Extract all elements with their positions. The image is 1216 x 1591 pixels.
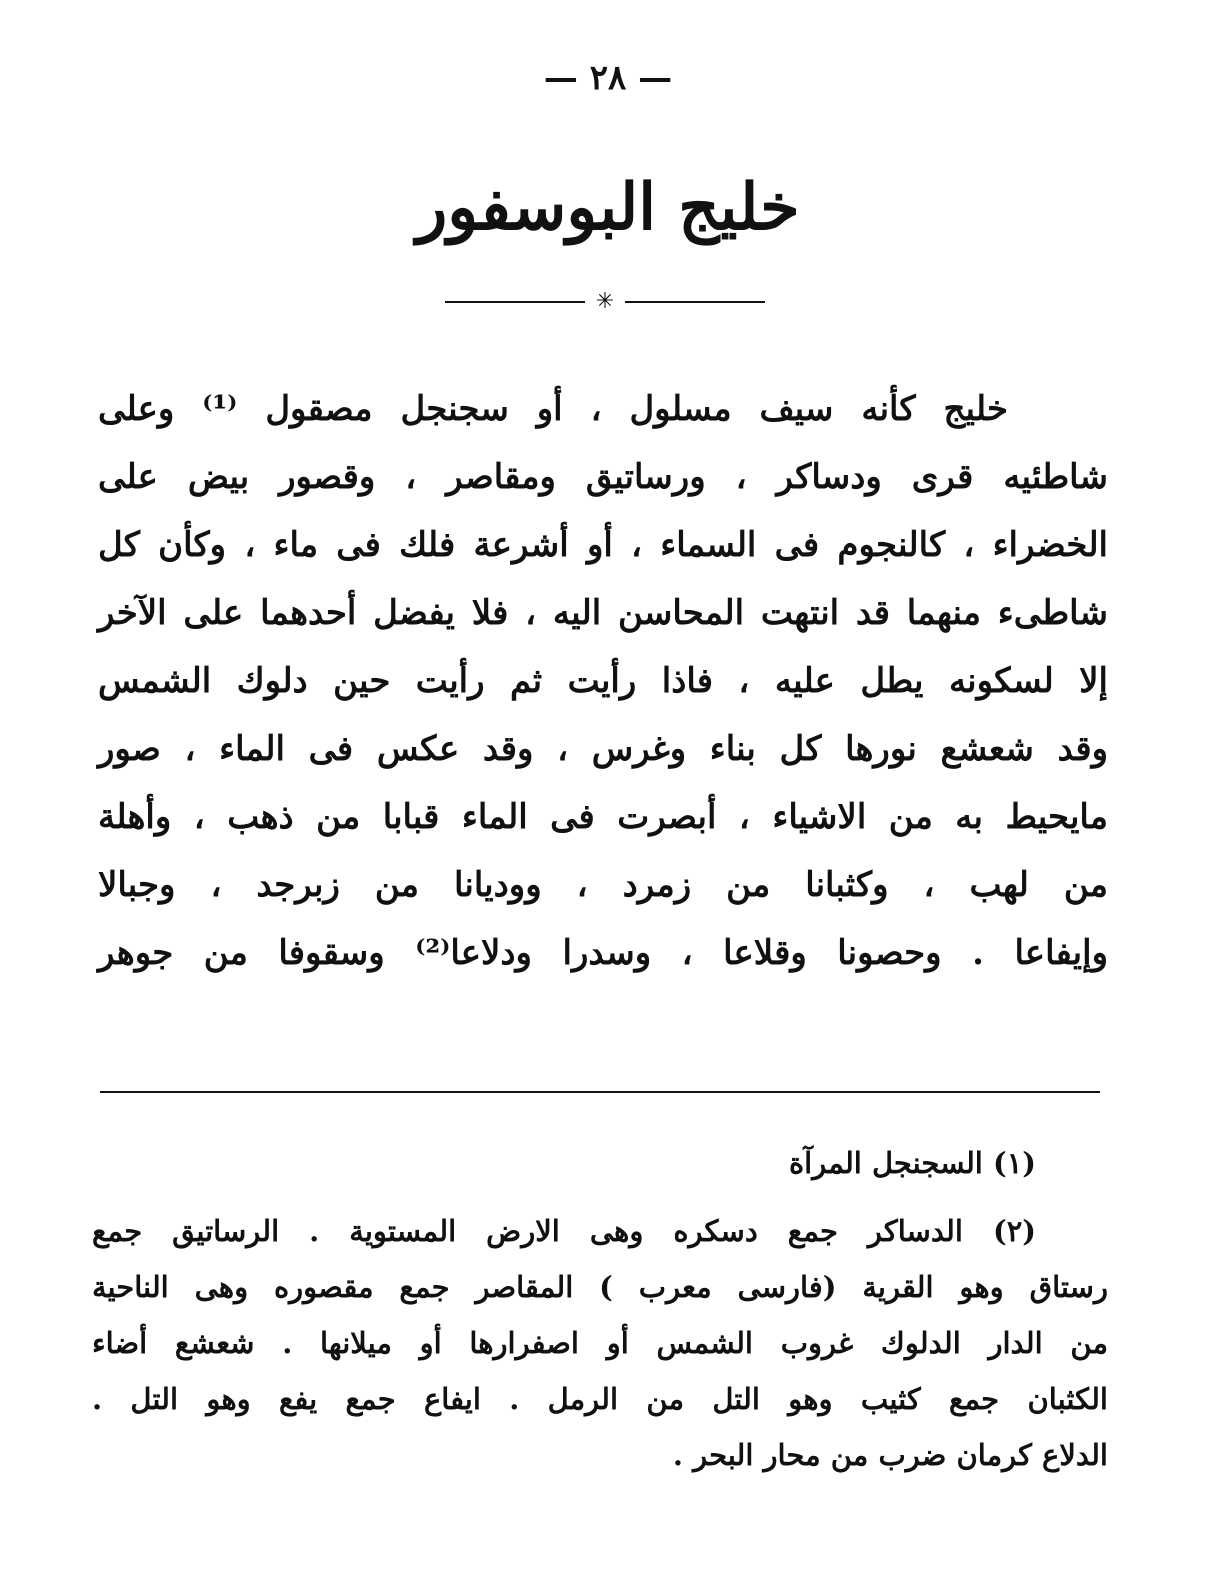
ornament-rule-right xyxy=(625,301,765,303)
footnote-2-line: من الدار الدلوك غروب الشمس أو اصفرارها أو ميلانها . شعشع أضاء xyxy=(92,1326,1108,1360)
title-ornament xyxy=(445,289,765,314)
body-line: إلا لسكونه يطل عليه ، فاذا رأيت ثم رأيت حين دلوك الشمس xyxy=(98,661,1108,701)
page-number: — ٢٨ — xyxy=(543,58,673,98)
footnote-gap xyxy=(92,1191,1108,1203)
star-ornament-icon: ✳ xyxy=(595,289,615,314)
footnote-2-line: رستاق وهو القرية (فارسى معرب ) المقاصر جمع مقصوره وهى الناحية xyxy=(92,1270,1108,1304)
footnote-2-line: الكثبان جمع كثيب وهو التل من الرمل . ايفاع جمع يفع وهو التل . xyxy=(92,1382,1108,1416)
body-line: من لهب ، وكثبانا من زمرد ، ووديانا من زبرجد ، وجبالا xyxy=(98,865,1108,905)
ornament-rule-left xyxy=(445,301,585,303)
body-line: شاطىء منهما قد انتهت المحاسن اليه ، فلا يفضل أحدهما على الآخر xyxy=(98,593,1108,633)
footnote-1: (١) السجنجل المرآة xyxy=(788,1146,1036,1180)
footnote-2-line: (٢) الدساكر جمع دسكره وهى الارض المستوية . الرساتيق جمع xyxy=(92,1214,1036,1248)
body-line: مايحيط به من الاشياء ، أبصرت فى الماء قبابا من ذهب ، وأهلة xyxy=(98,797,1108,837)
body-line: خليج كأنه سيف مسلول ، أو سجنجل مصقول ⁽¹⁾ وعلى xyxy=(98,389,1009,429)
footnote-separator xyxy=(100,1091,1100,1093)
body-line: الخضراء ، كالنجوم فى السماء ، أو أشرعة فلك فى ماء ، وكأن كل xyxy=(98,525,1108,565)
body-line: وإيفاعا . وحصونا وقلاعا ، وسدرا ودلاعا⁽²⁾ وسقوفا من جوهر xyxy=(98,933,1108,973)
body-paragraph xyxy=(98,375,1108,987)
footnotes xyxy=(92,1135,1108,1483)
footnote-2-line: الدلاع كرمان ضرب من محار البحر . xyxy=(672,1438,1108,1472)
body-line: شاطئيه قرى ودساكر ، ورساتيق ومقاصر ، وقصور بيض على xyxy=(98,457,1108,497)
chapter-title: خليج البوسفور xyxy=(416,170,800,245)
body-line: وقد شعشع نورها كل بناء وغرس ، وقد عكس فى الماء ، صور xyxy=(98,729,1108,769)
